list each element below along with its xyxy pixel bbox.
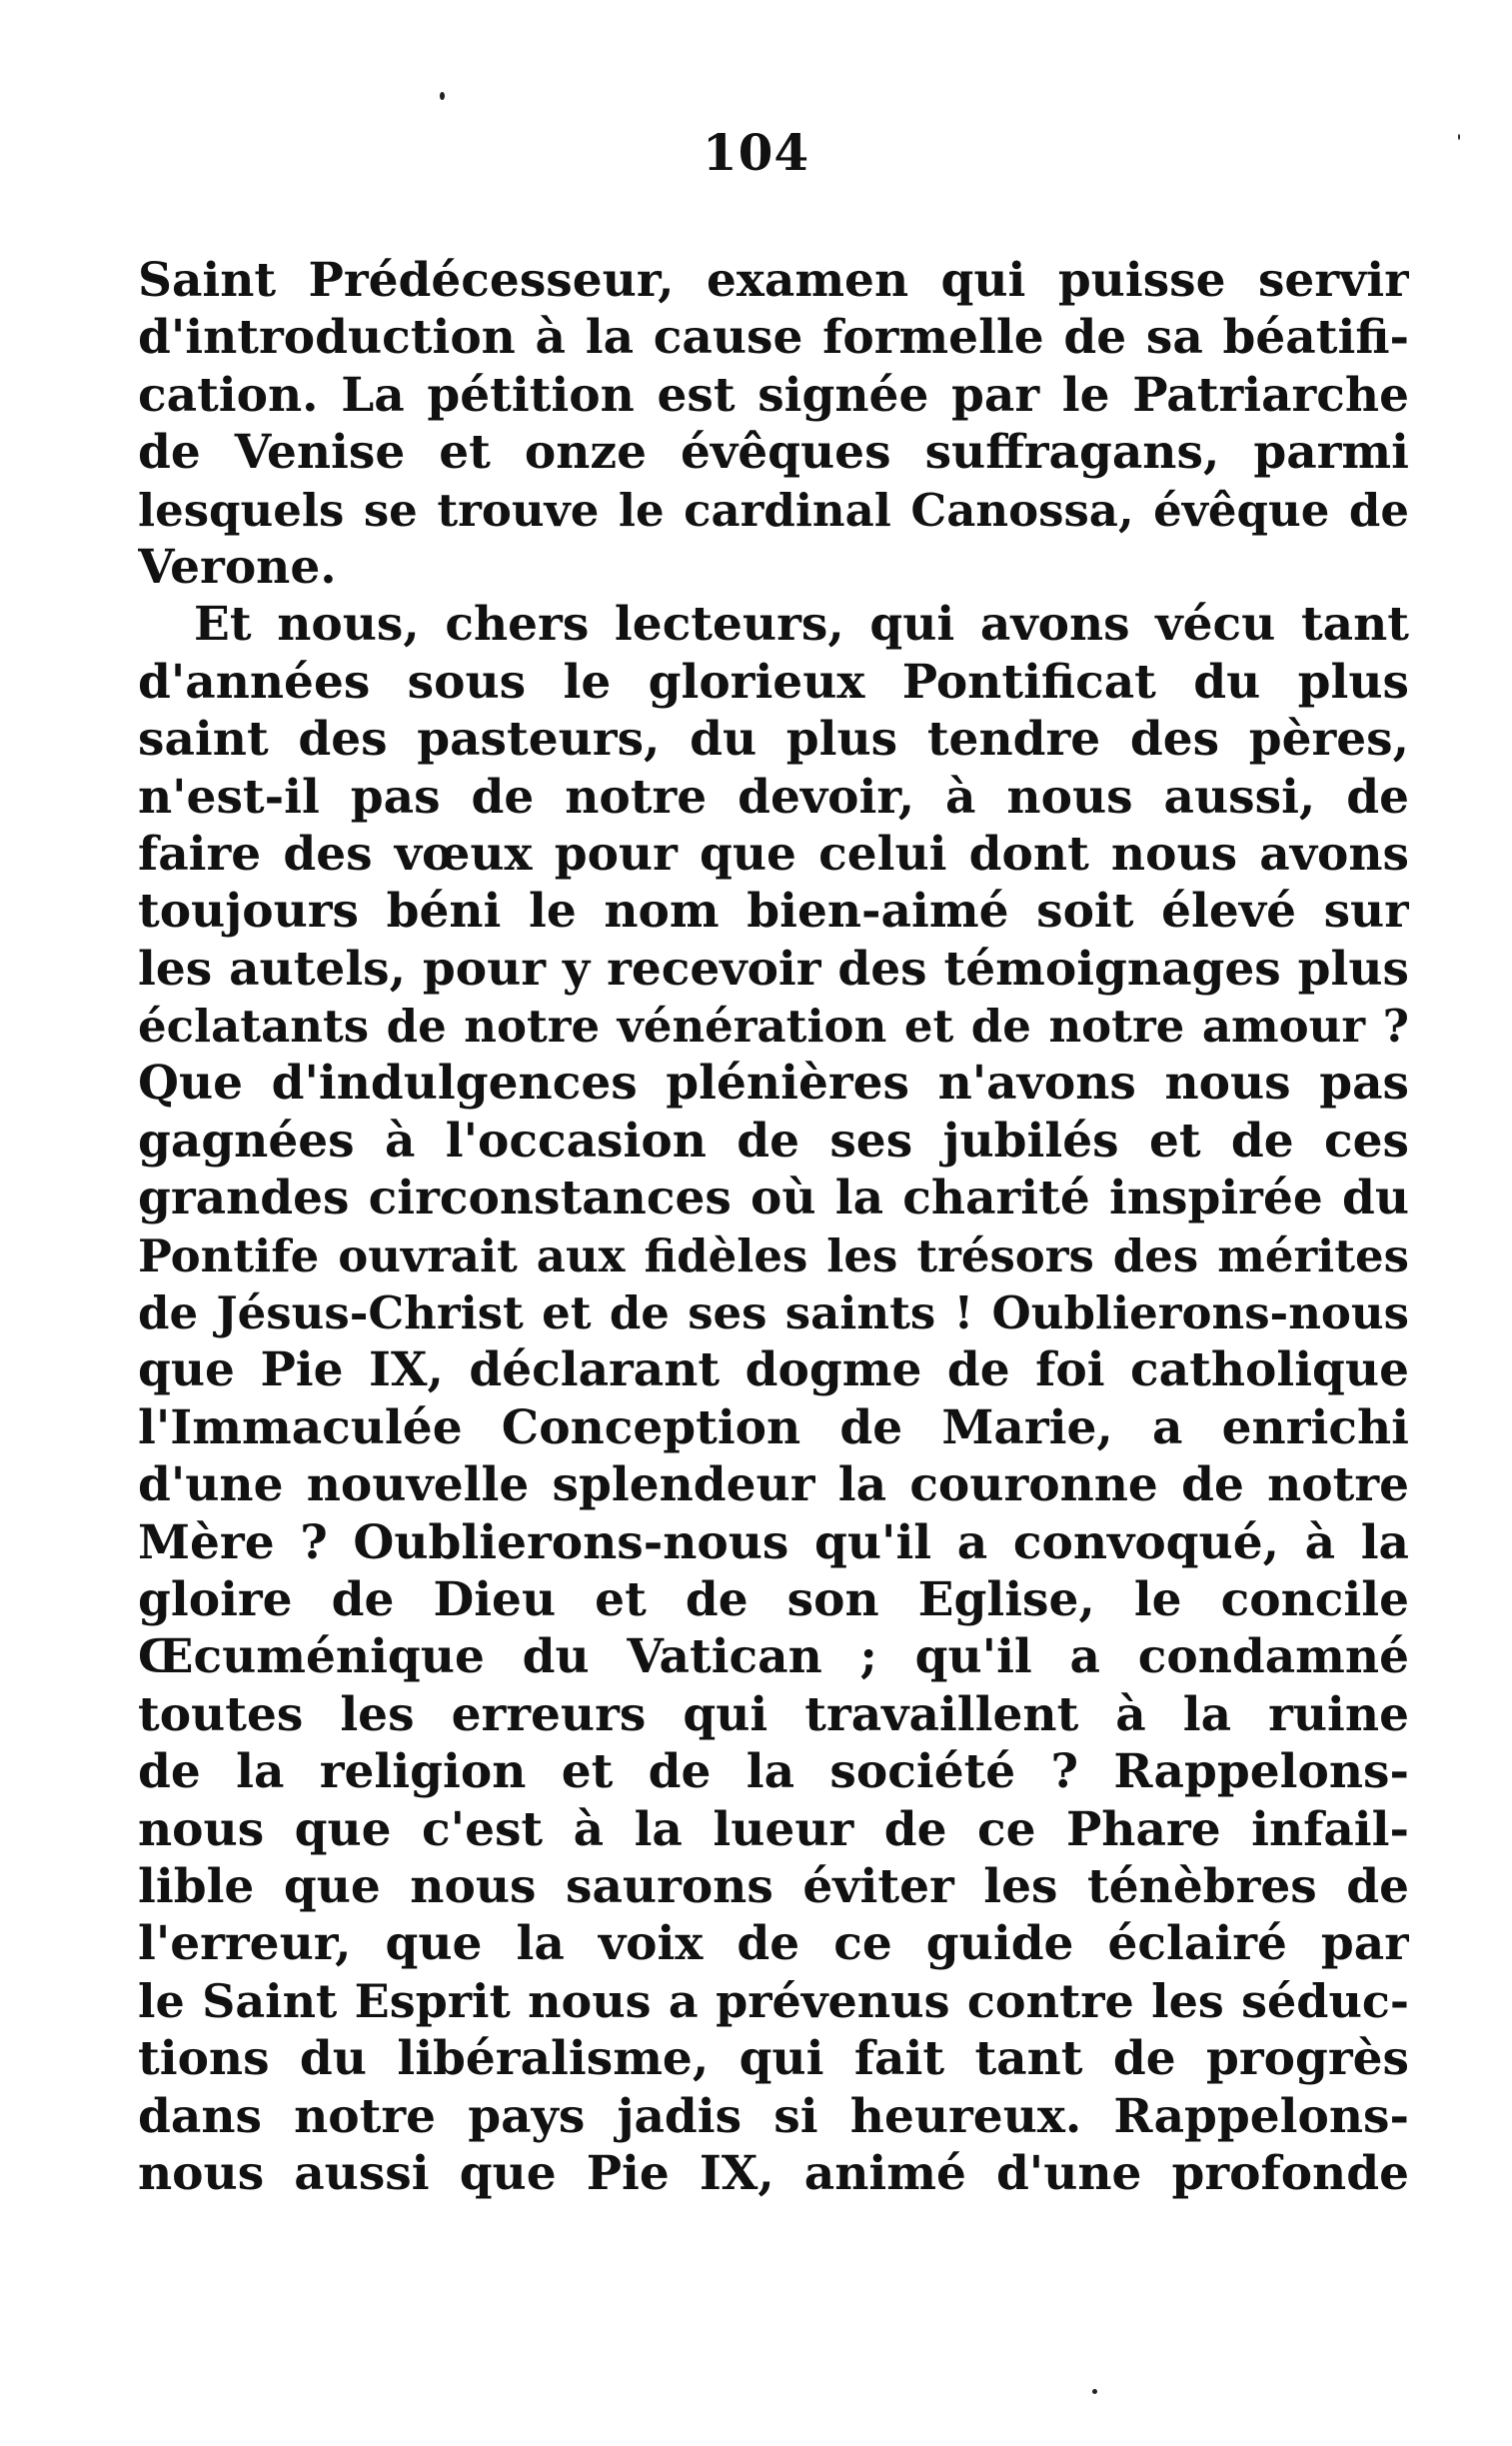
- text-line: dans notre pays jadis si heureux. Rappelons-: [138, 2088, 1409, 2144]
- text-line: nous que c'est à la lueur de ce Phare infail-: [138, 1801, 1409, 1857]
- text-line: Pontife ouvrait aux fidèles les trésors des mérites: [138, 1228, 1409, 1282]
- text-line: l'erreur, que la voix de ce guide éclairé par: [138, 1916, 1409, 1972]
- text-line: le Saint Esprit nous a prévenus contre les séduc-: [138, 1973, 1409, 2028]
- text-line: Saint Prédécesseur, examen qui puisse servir: [138, 253, 1409, 308]
- ink-speck: [440, 92, 445, 100]
- text-line: n'est-il pas de notre devoir, à nous aussi, de: [138, 769, 1409, 825]
- page-number: 104: [702, 123, 810, 182]
- text-line: Œcuménique du Vatican ; qu'il a condamné: [138, 1629, 1409, 1685]
- text-line: nous aussi que Pie IX, animé d'une profonde: [138, 2145, 1409, 2201]
- text-line: grandes circonstances où la charité inspirée du: [138, 1171, 1409, 1226]
- ink-speck: [1092, 2389, 1097, 2394]
- text-line: toujours béni le nom bien-aimé soit élevé sur: [138, 884, 1409, 940]
- text-line: lesquels se trouve le cardinal Canossa, évêque de: [138, 483, 1409, 537]
- body-text: [138, 252, 1409, 2202]
- text-line: Mère ? Oublierons-nous qu'il a convoqué, à la: [138, 1514, 1409, 1570]
- text-line: faire des vœux pour que celui dont nous avons: [138, 826, 1409, 882]
- text-line: éclatants de notre vénération et de notre amour ?: [138, 1000, 1409, 1054]
- text-line: saint des pasteurs, du plus tendre des pères,: [138, 712, 1409, 768]
- text-line: lible que nous saurons éviter les ténèbres de: [138, 1858, 1409, 1914]
- text-line: toutes les erreurs qui travaillent à la ruine: [138, 1686, 1409, 1742]
- text-line: gagnées à l'occasion de ses jubilés et de ces: [138, 1113, 1409, 1169]
- text-line: Que d'indulgences plénières n'avons nous pas: [138, 1056, 1409, 1112]
- text-line: d'années sous le glorieux Pontificat du plus: [138, 654, 1409, 710]
- text-line: gloire de Dieu et de son Eglise, le concile: [138, 1571, 1409, 1627]
- text-line: l'Immaculée Conception de Marie, a enrichi: [138, 1399, 1409, 1455]
- text-line: cation. La pétition est signée par le Patriarche: [138, 367, 1409, 423]
- text-line: tions du libéralisme, qui fait tant de progrès: [138, 2031, 1409, 2087]
- text-line: que Pie IX, déclarant dogme de foi catholique: [138, 1342, 1409, 1398]
- text-line: de la religion et de la société ? Rappelons-: [138, 1744, 1409, 1800]
- text-line: de Jésus-Christ et de ses saints ! Oublierons-nous: [138, 1286, 1409, 1340]
- text-line: Et nous, chers lecteurs, qui avons vécu tant: [194, 597, 1409, 653]
- text-line: Verone.: [138, 539, 337, 595]
- text-line: d'une nouvelle splendeur la couronne de notre: [138, 1457, 1409, 1513]
- text-line: d'introduction à la cause formelle de sa béatifi-: [138, 310, 1409, 366]
- text-line: les autels, pour y recevoir des témoignages plus: [138, 941, 1409, 997]
- text-line: de Venise et onze évêques suffragans, parmi: [138, 425, 1409, 481]
